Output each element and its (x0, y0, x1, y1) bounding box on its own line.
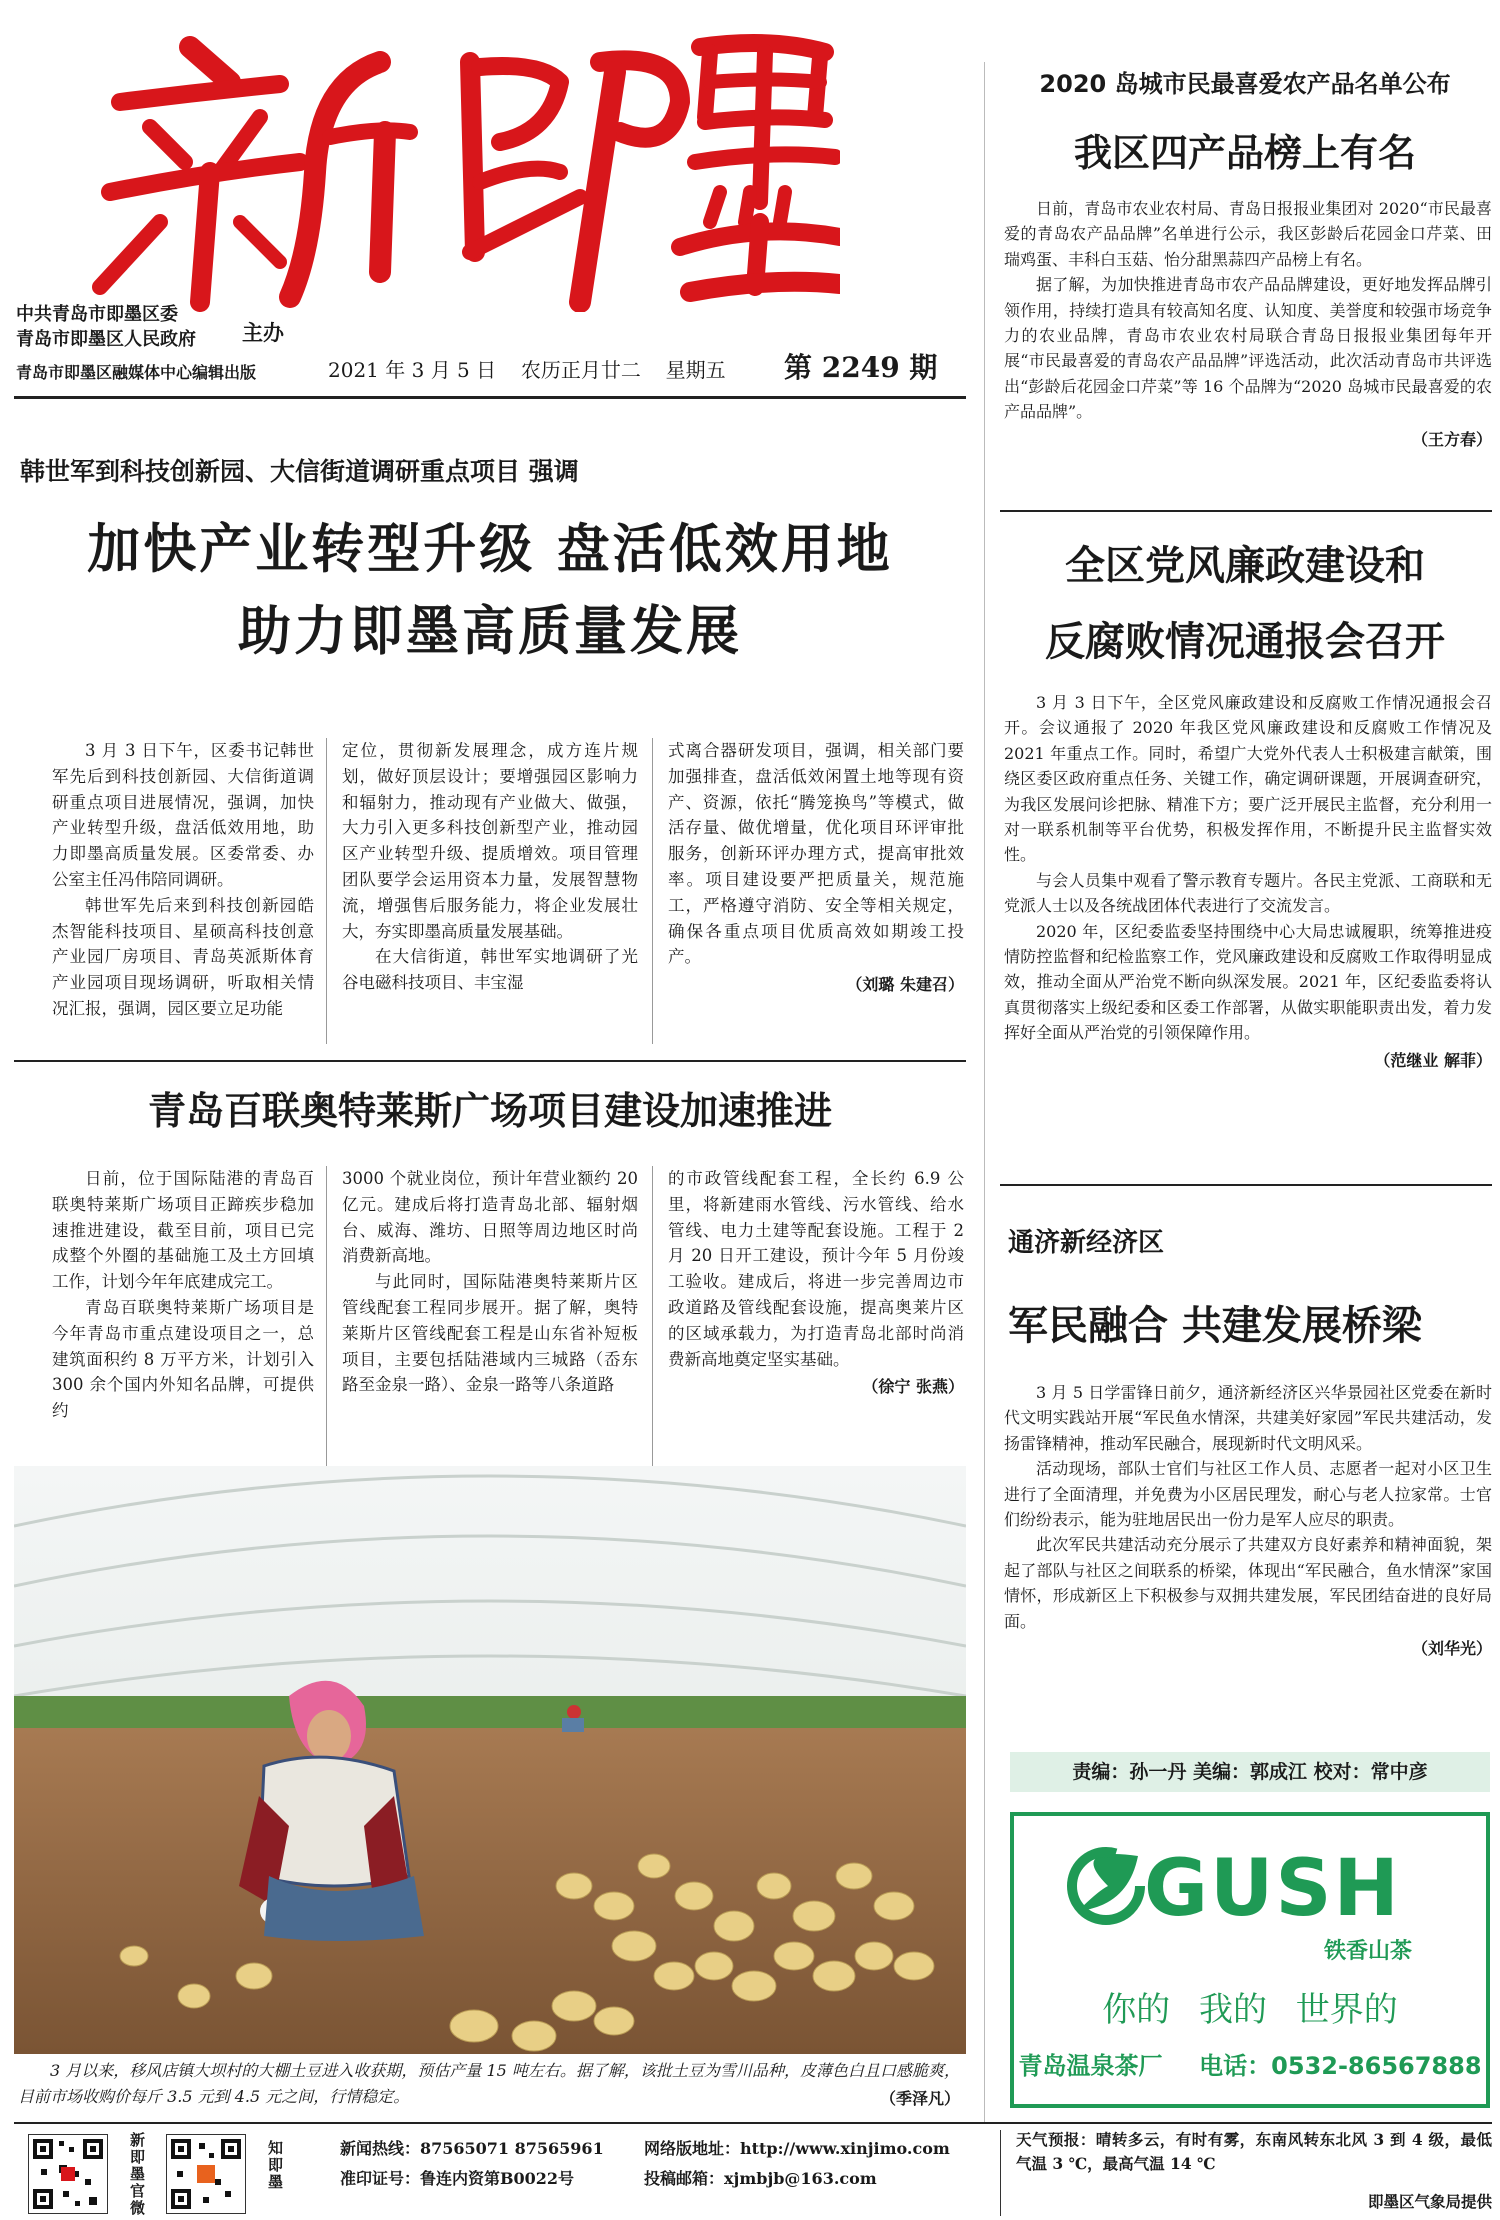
sponsor-party: 中共青岛市即墨区委 (16, 304, 178, 325)
second-col-1 (52, 1166, 314, 1424)
tea-leaf-icon (1058, 1846, 1158, 1926)
right1-p1: 日前，青岛市农业农村局、青岛日报报业集团对 2020“市民最喜爱的青岛农产品品牌”名单进行公示，我区彭龄后花园金口芹菜、田瑞鸡蛋、丰科白玉菇、怡分甜黑蒜四产品榜上有名。 (1004, 199, 1492, 269)
lead-col2-p2: 在大信街道，韩世军实地调研了光谷电磁科技项目、丰宝湿 (342, 947, 638, 993)
weather-source: 即墨区气象局提供 (1367, 2192, 1492, 2211)
right1-byline: （王方春） (1411, 429, 1492, 449)
lead-col3-p1: 式离合器研发项目，强调，相关部门要加强排查，盘活低效闲置土地等现有资产、资源，依托“腾笼换鸟”等模式，做活存量、做优增量，优化项目环评审批服务，创新环评办理方式，提高审批效率。项目建设要严把质量关，规范施工，严格遵守消防、安全等相关规定，确保各重点项目优质高效如期竣工投产。 (668, 741, 964, 967)
publisher: 青岛市即墨区融媒体中心编辑出版 (16, 363, 257, 382)
potato-harvest-photo (14, 1466, 966, 2054)
ad-brand: GUSH (1144, 1844, 1401, 1934)
right1-p2: 据了解，为加快推进青岛市农产品品牌建设，更好地发挥品牌引领作用，持续打造具有较高知名度、认知度、美誉度和较强市场竞争力的农业品牌，青岛市农业农村局联合青岛日报报业集团每年开展“市民最喜爱的青岛农产品品牌”评选活动，此次活动青岛市共评选出“彭龄后花园金口芹菜”等 16 个品牌为“2020 岛城市民最喜爱的农产品品牌”。 (1004, 275, 1492, 422)
weather-forecast: 天气预报：晴转多云，有时有雾，东南风转东北风 3 到 4 级，最低气温 3 ℃，最高气温 14 ℃ (1016, 2130, 1492, 2173)
right3-p2: 活动现场，部队士官们与社区工作人员、志愿者一起对小区卫生进行了全面清理，并免费为小区居民理发，耐心与老人拉家常。士官们纷纷表示，能为驻地居民出一份力是军人应尽的职责。 (1004, 1459, 1492, 1530)
print-license: 准印证号：鲁连内资第B0022号 (340, 2169, 575, 2188)
right3-headline: 军民融合 共建发展桥梁 (1008, 1303, 1422, 1349)
lead-col-2 (342, 738, 638, 996)
masthead-rule (14, 396, 966, 399)
lead-headline-1: 加快产业转型升级 盘活低效用地 (87, 519, 893, 580)
masthead-logo (80, 22, 840, 312)
news-hotline: 新闻热线：87565071 87565961 (340, 2139, 604, 2158)
weekday: 星期五 (665, 358, 726, 382)
ad-slogan: 你的 我的 世界的 (1102, 1990, 1398, 2030)
right2-p2: 与会人员集中观看了警示教育专题片。各民主党派、工商联和无党派人士以及各统战团体代表进行了交流发言。 (1004, 870, 1492, 916)
lead-kicker: 韩世军到科技创新园、大信街道调研重点项目 强调 (20, 457, 579, 486)
second-col-3 (668, 1166, 964, 1400)
right2-body (1004, 690, 1492, 1073)
right2-p1: 3 月 3 日下午，全区党风廉政建设和反腐败工作情况通报会召开。会议通报了 2020 年我区党风廉政建设和反腐败工作情况及 2021 年重点工作。同时，希望广大党外代表人士积极建言献策，围绕区委区政府重点任务、关键工作，确定调研课题，开展调查研究，为我区发展问诊把脉、精准下方；要广泛开展民主监督，充分利用一对一联系机制等平台优势，积极发挥作用，不断提升民主监督实效性。 (1004, 693, 1492, 865)
lead-col-3 (668, 738, 964, 998)
second-col1-p1: 日前，位于国际陆港的青岛百联奥特莱斯广场项目正蹄疾步稳加速推进建设，截至目前，项目已完成整个外圈的基础施工及土方回填工作，计划今年年底建成完工。 (52, 1169, 314, 1292)
right2-headline-1: 全区党风廉政建设和 (1065, 543, 1425, 589)
ad-company: 青岛温泉茶厂 (1018, 2052, 1163, 2080)
lead-col1-p2: 韩世军先后来到科技创新园皓杰智能科技项目、星硕高科技创意产业园厂房项目、青岛英派斯体育产业园项目现场调研，听取相关情况汇报，强调，园区要立足功能 (52, 895, 314, 1018)
second-col1-p2: 青岛百联奥特莱斯广场项目是今年青岛市重点建设项目之一，总建筑面积约 8 万平方米，计划引入 300 余个国内外知名品牌，可提供约 (52, 1297, 314, 1421)
second-headline: 青岛百联奥特莱斯广场项目建设加速推进 (147, 1089, 832, 1133)
lead-headline-2: 助力即墨高质量发展 (238, 601, 742, 662)
second-byline: （徐宁 张燕） (862, 1377, 964, 1397)
website[interactable]: 网络版地址：http://www.xinjimo.com (644, 2139, 950, 2158)
lead-col2-p1: 定位，贯彻新发展理念，成方连片规划，做好顶层设计；要增强园区影响力和辐射力，推动现有产业做大、做强，大力引入更多科技创新型产业，推动园区产业转型升级、提质增效。项目管理团队要学会运用资本力量，发展智慧物流，增强售后服务能力，将企业发展壮大，夯实即墨高质量发展基础。 (342, 741, 638, 941)
second-col3-p1: 的市政管线配套工程，全长约 6.9 公里，将新建雨水管线、污水管线、给水管线、电力土建等配套设施。工程于 2 月 20 日开工建设，预计今年 5 月份竣工验收。建成后，将进一步完善周边市政道路及管线配套设施，提高奥莱片区的区域承载力，为打造青岛北部时尚消费新高地奠定坚实基础。 (668, 1169, 964, 1369)
right3-byline: （刘华光） (1411, 1639, 1492, 1659)
photo-credit: （季泽凡） (879, 2089, 960, 2108)
ad-brand-cn: 铁香山茶 (1324, 1938, 1413, 1964)
masthead-calligraphy (80, 22, 840, 312)
editors-credit: 责编：孙一丹 美编：郭成江 校对：常中彦 (1010, 1752, 1490, 1792)
right2-byline: （范继业 解菲） (1374, 1050, 1492, 1070)
photo-caption: 3 月以来，移风店镇大坝村的大棚土豆进入收获期，预估产量 15 吨左右。据了解，该批土豆为雪川品种，皮薄色白且口感脆爽，目前市场收购价每斤 3.5 元到 4.5 元之间，行情稳定。 (18, 2061, 960, 2106)
sponsor-role: 主办 (242, 320, 284, 345)
right3-p1: 3 月 5 日学雷锋日前夕，通济新经济区兴华景园社区党委在新时代文明实践站开展“军民鱼水情深，共建美好家园”军民共建活动，发扬雷锋精神，推动军民融合，展现新时代文明风采。 (1004, 1383, 1492, 1453)
issue-number: 第 2249 期 (784, 351, 938, 384)
right1-headline: 我区四产品榜上有名 (1073, 131, 1416, 175)
right2-p3: 2020 年，区纪委监委坚持围绕中心大局忠诚履职，统筹推进疫情防控监督和纪检监察工作，党风廉政建设和反腐败工作取得明显成效，推动全面从严治党不断向纵深发展。2021 年，区纪委监委将认真贯彻落实上级纪委和区委工作部署，从做实职能职责出发，着力发挥好全面从严治党的引领保障作用。 (1004, 921, 1492, 1043)
right3-body (1004, 1380, 1492, 1661)
submission-email[interactable]: 投稿邮箱：xjmbjb@163.com (644, 2169, 877, 2188)
lunar-date: 农历正月廿二 (520, 358, 641, 382)
right3-p3: 此次军民共建活动充分展示了共建双方良好素养和精神面貌，架起了部队与社区之间联系的桥梁，体现出“军民融合，鱼水情深”家国情怀，形成新区上下积极参与双拥共建发展，军民团结奋进的良好局面。 (1004, 1535, 1492, 1631)
ad-phone: 电话：0532-86567888 (1199, 2052, 1482, 2080)
sponsor-gov: 青岛市即墨区人民政府 (16, 329, 196, 350)
right3-kicker: 通济新经济区 (1008, 1228, 1165, 1258)
lead-col-1 (52, 738, 314, 1022)
app-label: 知即墨 (268, 2139, 284, 2191)
lead-col1-p1: 3 月 3 日下午，区委书记韩世军先后到科技创新园、大信街道调研重点项目进展情况，强调，加快产业转型升级，盘活低效用地，助力即墨高质量发展。区委常委、办公室主任冯伟陪同调研。 (52, 741, 314, 889)
issue-date: 2021 年 3 月 5 日 (328, 358, 497, 382)
right2-headline-2: 反腐败情况通报会召开 (1045, 619, 1445, 665)
app-qr-code (166, 2134, 246, 2214)
right1-body (1004, 196, 1492, 452)
right1-kicker: 2020 岛城市民最喜爱农产品名单公布 (1039, 70, 1451, 98)
tea-advertisement (1010, 1812, 1490, 2108)
second-col2-p2: 与此同时，国际陆港奥特莱斯片区管线配套工程同步展开。据了解，奥特莱斯片区管线配套工程是山东省补短板项目，主要包括陆港域内三城路（岙东路至金泉一路）、金泉一路等八条道路 (342, 1272, 638, 1395)
lead-byline: （刘璐 朱建召） (846, 975, 964, 995)
wechat-qr-code (28, 2134, 108, 2214)
wechat-label: 新即墨官微 (130, 2131, 146, 2217)
second-col-2 (342, 1166, 638, 1398)
second-col2-p1: 3000 个就业岗位，预计年营业额约 20 亿元。建成后将打造青岛北部、辐射烟台、威海、潍坊、日照等周边地区时尚消费新高地。 (342, 1169, 638, 1266)
